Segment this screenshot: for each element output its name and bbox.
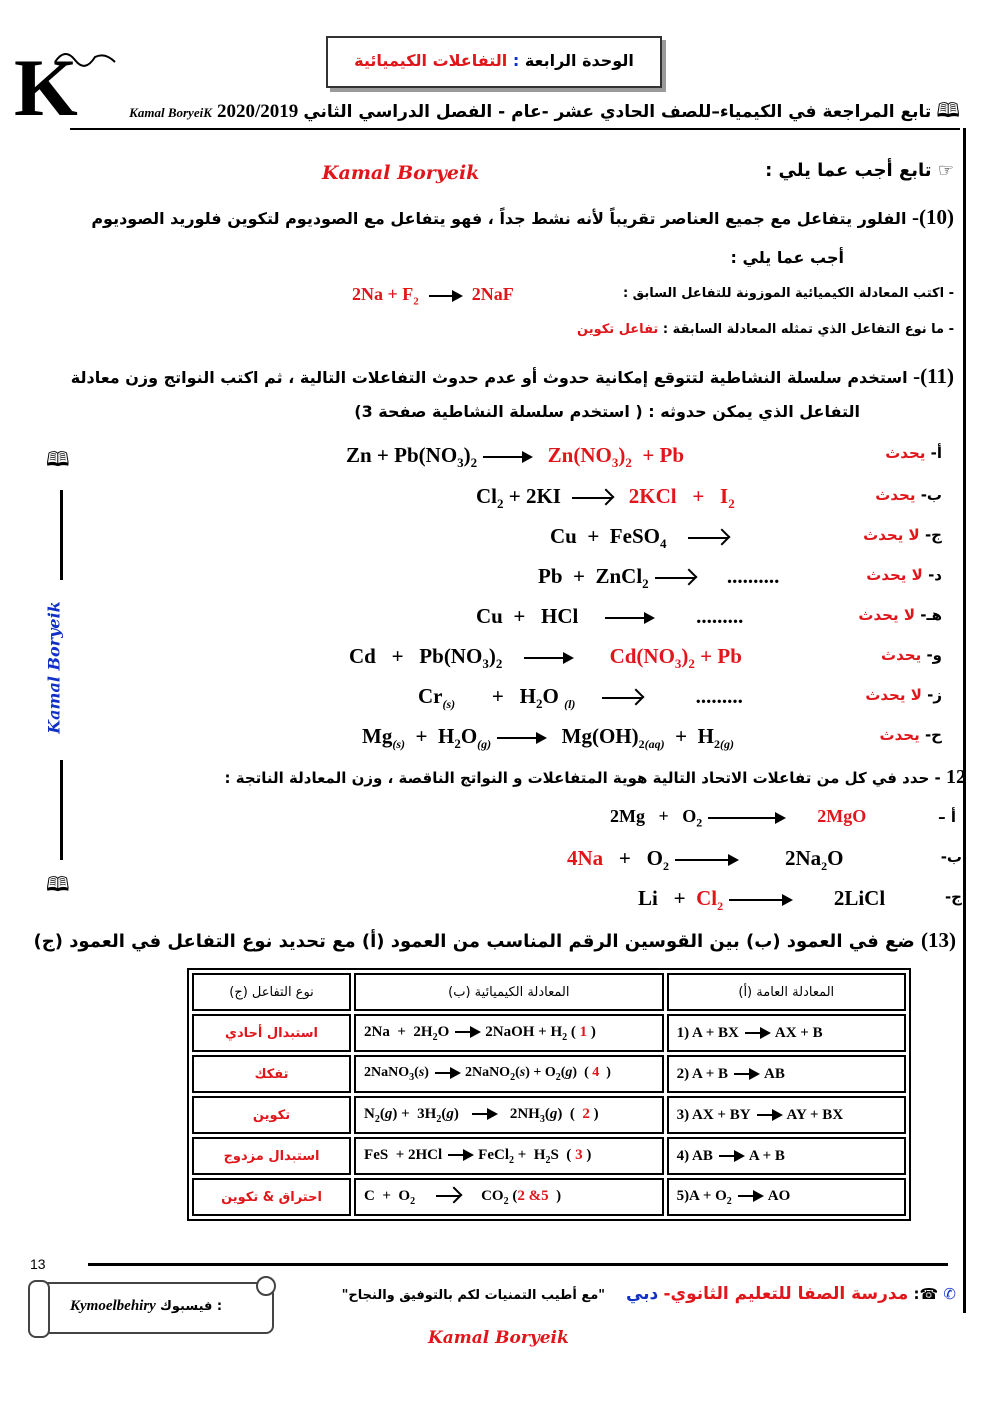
logo xyxy=(14,42,78,133)
blank-dots: ......... xyxy=(695,684,743,708)
q12-item-b: ب- xyxy=(940,848,962,866)
page-number: 13 xyxy=(30,1256,46,1272)
answer-number: 3 xyxy=(575,1146,583,1163)
q12-number: 12 xyxy=(946,766,966,788)
eq-right: 2NaF xyxy=(471,284,514,304)
right-frame-rule xyxy=(963,128,966,1313)
q10-prompt: أجب عما يلي : xyxy=(730,248,844,267)
item-answer: لا يحدث xyxy=(866,566,923,584)
left-rule-bottom xyxy=(60,760,63,860)
q11-item-b xyxy=(875,486,942,504)
general-left: 2) A + B xyxy=(676,1065,729,1082)
signature: Kamal Boryeik xyxy=(322,162,480,184)
school-name: مدرسة الصفا للتعليم الثانوي- xyxy=(663,1284,909,1304)
q11-eq-h: $Mg_{(s)} + H_2O_{(g)}$ $Mg(OH)_{2(aq)} + H_{2(g)}$ xyxy=(362,724,734,752)
scroll-curl-icon xyxy=(28,1280,50,1338)
general-left: 1) A + BX xyxy=(676,1024,739,1041)
q12-eq-b: $4Na + O_2$ $2Na_2O$ xyxy=(567,846,844,874)
equation-cell: $C + O_2$ $CO_2$ (2 &5 ) xyxy=(354,1178,664,1216)
q12-text xyxy=(225,766,966,789)
general-right: AO xyxy=(767,1187,791,1204)
reaction-arrow xyxy=(605,617,653,619)
item-letter: د- xyxy=(928,566,942,584)
subtitle: تابع المراجعة في الكيمياء–للصف الحادي عشر -عام - الفصل الدراسي الثاني xyxy=(303,102,932,122)
q11-eq-b: $Cl_2 + 2KI$ $2KCl + I_2$ xyxy=(476,484,735,512)
q11-body: استخدم سلسلة النشاطية لتتوقع إمكانية حدوث أو عدم حدوث التفاعلات التالية ، ثم اكتب النواتج وزن معادلة xyxy=(70,368,908,387)
hand-icon: ☞ xyxy=(937,160,954,181)
header-c: نوع التفاعل (ج) xyxy=(192,973,351,1011)
school-year: 2020/2019 xyxy=(216,101,299,122)
table-row xyxy=(192,1178,906,1216)
answer-number: 2 &5 xyxy=(517,1187,549,1204)
section-intro xyxy=(765,160,954,181)
q11-item-c xyxy=(863,526,942,544)
q11-item-e xyxy=(858,606,942,624)
item-answer: لا يحدث xyxy=(858,606,915,624)
general-cell xyxy=(667,1014,906,1052)
reaction-arrow xyxy=(688,537,728,539)
general-right: A + B xyxy=(748,1147,785,1164)
general-cell xyxy=(667,1137,906,1175)
reaction-arrow xyxy=(455,1031,479,1033)
q12-eq-c: $Li + Cl_2$ 2LiCl xyxy=(638,886,886,914)
equation-cell: $N_2(g) + 3H_2(g)$ $2NH_3(g)$ ( 2 ) xyxy=(354,1096,664,1134)
q11-item-h xyxy=(880,726,942,744)
item-answer: لا يحدث xyxy=(863,526,920,544)
q12-item-a: أ – xyxy=(938,808,956,826)
unit-colon: : xyxy=(512,51,520,70)
facebook-name[interactable]: Kymoelbehiry xyxy=(70,1298,156,1314)
reaction-arrow xyxy=(745,1032,769,1034)
q11-item-g xyxy=(865,686,942,704)
q12-item-c: ج- xyxy=(944,888,962,906)
equation-cell: FeS + 2HCl FeCl$_2$ + $H_2S$ ( 3 ) xyxy=(354,1137,664,1175)
logo-signature-icon xyxy=(50,42,120,72)
general-right: AY + BX xyxy=(786,1106,844,1123)
author-name: Kamal BoryeiK xyxy=(129,105,212,120)
reaction-arrow xyxy=(757,1114,781,1116)
blank-dots: ......... xyxy=(696,604,744,628)
unit-label: الوحدة الرابعة xyxy=(524,51,634,70)
q10-body: الفلور يتفاعل مع جميع العناصر تقريباً لأنه نشط جداً ، فهو يتفاعل مع الصوديوم لتكوين فلوريد الصوديوم xyxy=(91,209,907,228)
phone-icon: ✆ xyxy=(943,1285,956,1303)
facebook-label: فيسبوك : xyxy=(159,1299,223,1314)
q10-sub2-answer: تفاعل تكوين xyxy=(577,322,659,337)
header-b: المعادلة الكيميائية (ب) xyxy=(354,973,664,1011)
table-row xyxy=(192,1014,906,1052)
q11-item-a xyxy=(885,444,942,462)
q12-eq-a: $2Mg + O_2$ 2MgO xyxy=(610,806,867,830)
logo-letter: K xyxy=(14,42,78,133)
telephone-icon: ☎ xyxy=(919,1285,939,1303)
general-left: 4) AB xyxy=(676,1147,713,1164)
eq-sub: 2 xyxy=(413,295,419,308)
reaction-arrow xyxy=(738,1195,762,1197)
reaction-arrow xyxy=(435,1072,459,1074)
q10-sub2 xyxy=(577,322,954,337)
vertical-signature: Kamal Boryeik xyxy=(44,601,64,734)
q10-sub1-label: - اكتب المعادلة الكيميائية الموزونة للتفاعل السابق : xyxy=(622,286,954,301)
general-cell: $5)A + O_2$ AO xyxy=(667,1178,906,1216)
q13-text xyxy=(34,928,957,953)
q11-eq-d: Pb + ZnCl$_2$ .......... xyxy=(538,564,780,592)
type-cell: تكوين xyxy=(192,1096,351,1134)
reaction-arrow xyxy=(729,899,791,901)
general-right: AB xyxy=(764,1065,785,1082)
equation-cell: $2Na + 2H_2O$ 2NaOH + $H_2$ ( 1 ) xyxy=(354,1014,664,1052)
reaction-arrow xyxy=(734,1073,758,1075)
general-left: 3) AX + BY xyxy=(676,1106,751,1123)
header-a: المعادلة العامة (أ) xyxy=(667,973,906,1011)
reaction-arrow xyxy=(448,1154,472,1156)
footer-rule xyxy=(88,1263,948,1266)
general-cell xyxy=(667,1096,906,1134)
reaction-arrow xyxy=(675,859,737,861)
blank-dots: .......... xyxy=(726,564,780,588)
table-header-row xyxy=(192,973,906,1011)
table-row xyxy=(192,1055,906,1093)
type-cell: استبدال أحادي xyxy=(192,1014,351,1052)
scroll-curl-icon xyxy=(256,1276,276,1296)
general-right: AX + B xyxy=(774,1024,823,1041)
q11-item-f xyxy=(881,646,942,664)
general-left: 5)A + O xyxy=(676,1187,727,1204)
school-city: دبي xyxy=(625,1284,659,1304)
q13-table xyxy=(187,968,911,1221)
book-icon: 🕮 xyxy=(46,447,70,471)
item-letter: هـ- xyxy=(920,606,942,624)
type-cell: استبدال مزدوج xyxy=(192,1137,351,1175)
footer-colon: : xyxy=(913,1285,920,1303)
reaction-arrow xyxy=(472,1113,496,1115)
left-rule-top xyxy=(60,490,63,580)
reaction-arrow xyxy=(708,817,784,819)
reaction-arrow xyxy=(719,1155,743,1157)
q13-number: (13) xyxy=(921,928,956,952)
item-answer: يحدث xyxy=(875,486,916,504)
reaction-arrow xyxy=(572,497,612,499)
item-letter: ح- xyxy=(924,726,942,744)
item-letter: ج- xyxy=(924,526,942,544)
book-icon: 🕮 xyxy=(46,872,70,896)
q11-eq-g: $Cr_{(s)}$ + $H_2O$ $_{(l)}$ ......... xyxy=(418,684,743,712)
reaction-arrow xyxy=(483,456,531,458)
section-intro-text: تابع أجب عما يلي : xyxy=(765,160,932,181)
unit-title-box xyxy=(326,36,662,88)
footer-signature: Kamal Boryeik xyxy=(428,1328,569,1348)
type-cell: تفكك xyxy=(192,1055,351,1093)
q12-body: - حدد في كل من تفاعلات الاتحاد التالية هوية المتفاعلات و النواتج الناقصة ، وزن المعادلة الناتجة : xyxy=(224,769,941,787)
reaction-arrow xyxy=(524,657,572,659)
q11-eq-a: $Zn + Pb(NO_3)_2$ $Zn(NO_3)_2 + Pb$ xyxy=(346,443,685,471)
facebook-scroll xyxy=(30,1282,274,1334)
q11-text xyxy=(71,364,954,389)
footer-wish: "مع أطيب التمنيات لكم بالتوفيق والنجاح" xyxy=(341,1288,606,1303)
general-cell xyxy=(667,1055,906,1093)
q10-equation xyxy=(352,284,514,308)
eq-left: 2Na + F xyxy=(352,284,414,304)
item-letter: أ- xyxy=(930,444,942,462)
reaction-arrow xyxy=(602,697,642,699)
book-icon: 🕮 xyxy=(936,98,960,122)
answer-number: 4 xyxy=(592,1065,600,1081)
item-answer: يحدث xyxy=(881,646,922,664)
item-answer: يحدث xyxy=(879,726,920,744)
type-cell: احتراق & تكوين xyxy=(192,1178,351,1216)
unit-title: التفاعلات الكيميائية xyxy=(354,51,508,70)
item-answer: يحدث xyxy=(885,444,926,462)
reaction-arrow xyxy=(497,737,545,739)
reaction-arrow xyxy=(655,577,695,579)
q11-number: (11)- xyxy=(913,364,954,388)
answer-number: 2 xyxy=(582,1105,590,1122)
footer-school xyxy=(342,1284,956,1304)
table-row xyxy=(192,1137,906,1175)
q10-sub2-label: - ما نوع التفاعل الذي تمثله المعادلة السابقة : xyxy=(662,322,954,337)
q10-text xyxy=(91,205,954,230)
item-letter: ب- xyxy=(920,486,942,504)
reaction-arrow xyxy=(429,295,461,297)
header-rule xyxy=(70,128,960,130)
q10-number: (10)- xyxy=(912,205,954,229)
item-answer: لا يحدث xyxy=(865,686,922,704)
q11-eq-e: Cu + HCl ......... xyxy=(476,604,744,628)
table-row xyxy=(192,1096,906,1134)
reaction-arrow xyxy=(436,1195,460,1197)
q11-item-d xyxy=(866,566,942,584)
answer-number: 1 xyxy=(579,1023,588,1040)
q11-text2: التفاعل الذي يمكن حدوثه : ( استخدم سلسلة النشاطية صفحة 3) xyxy=(354,402,860,421)
subtitle-row xyxy=(70,96,960,130)
item-letter: ز- xyxy=(927,686,942,704)
q11-eq-c: Cu + FeSO$_4$ xyxy=(550,524,734,552)
facebook-row xyxy=(70,1298,222,1315)
q10-sub1 xyxy=(623,286,954,301)
item-letter: و- xyxy=(926,646,942,664)
q11-eq-f: $Cd + Pb(NO_3)_2$ $Cd(NO_3)_2 + Pb$ xyxy=(349,644,742,672)
equation-cell: 2NaNO$_3$(s) 2NaNO$_2$(s) + $O_2(g)$ ( 4 ) xyxy=(354,1055,664,1093)
q13-body: ضع في العمود (ب) بين القوسين الرقم المناسب من العمود (أ) مع تحديد نوع التفاعل في العمود (ج) xyxy=(33,931,915,952)
